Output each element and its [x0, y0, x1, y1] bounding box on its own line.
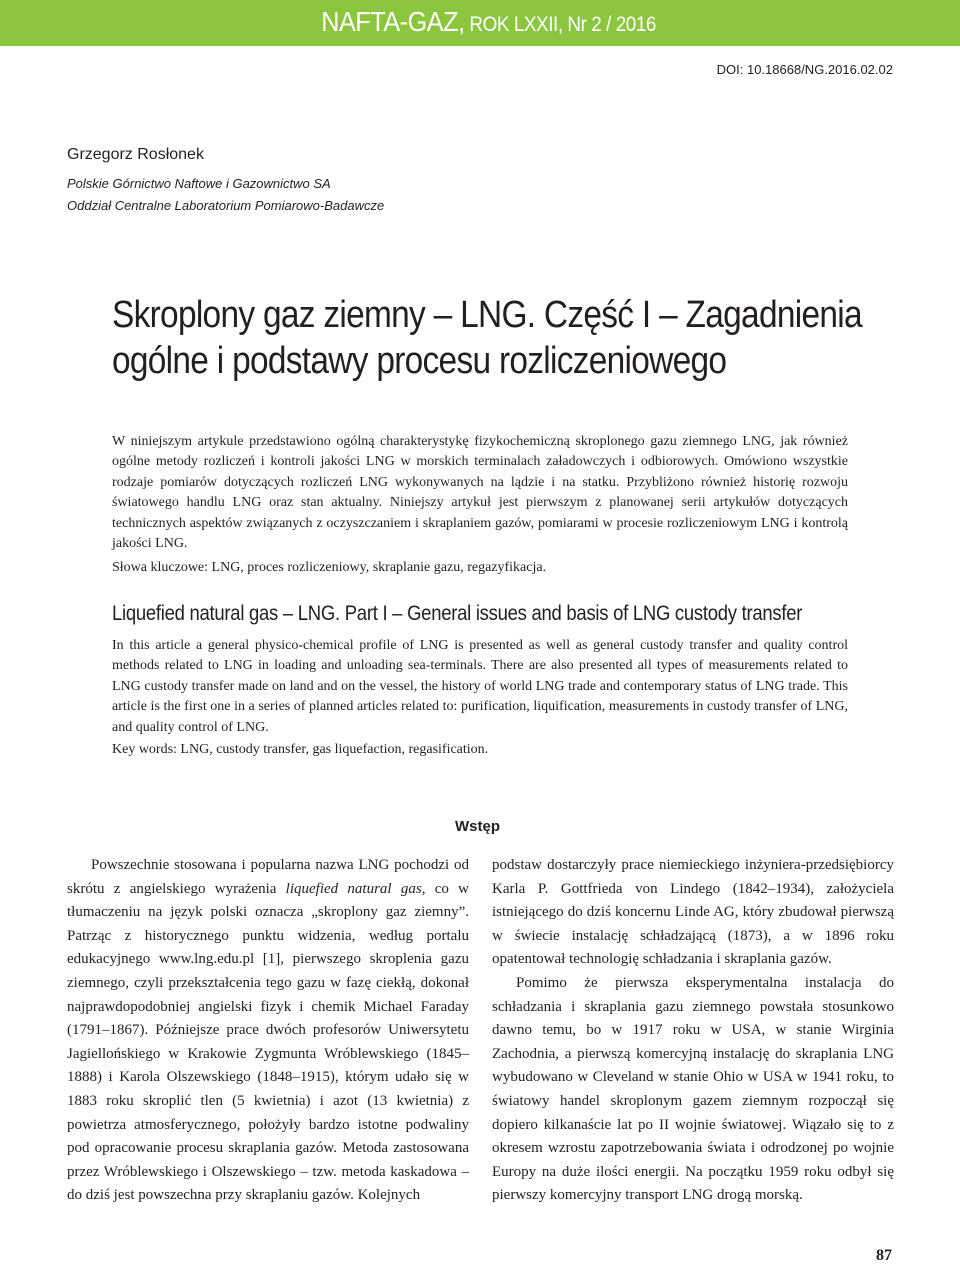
journal-header-bar	[0, 0, 960, 46]
body-text: Powszechnie stosowana i popularna nazwa LNG pochodzi od skrótu z angielskiego wyrażenia	[67, 857, 469, 897]
article-title-pl-line-1: Skroplony gaz ziemny – LNG. Część I – Zagadnienia	[112, 294, 862, 336]
abstract-en: In this article a general physico-chemical profile of LNG is presented as well as general custody transfer and quality control methods related to LNG in loading and unloading sea-terminals. There are also presented all types of measurements related to LNG custody transfer made on land and on the vessel, the history of world LNG trade and contemporary status of LNG trade. This article is the first one in a series of planned articles related to: purification, liquification, measurements in custody transfer of LNG, and quality control of LNG.	[112, 638, 848, 735]
section-heading-introduction: Wstęp	[455, 818, 500, 835]
body-paragraph: podstaw dostarczyły prace niemieckiego inżyniera-przedsiębiorcy Karla P. Gottfrieda von Lindego (1842–1934), założyciela istniejącego do dziś koncernu Linde AG, który zbudował pierwszą w świecie instalację schładzającą (1873), a w 1896 roku opatentował technologię schładzania i skraplania gazów.	[492, 857, 894, 968]
abstract-pl: W niniejszym artykule przedstawiono ogólną charakterystykę fizykochemiczną skroplonego gazu ziemnego LNG, jak również ogólne metody rozliczeń i kontroli jakości LNG w morskich terminalach załadowczych i odbiorowych. Omówiono wszystkie rodzaje pomiarów dotyczących rozliczeń LNG wykonywanych na lądzie i na statku. Przybliżono również historię rozwoju światowego handlu LNG oraz stan aktualny. Niniejszy artykuł jest pierwszym z planowanej serii artykułów dotyczących technicznych aspektów związanych z oczyszczaniem i skraplaniem gazów, pomiarami w procesie rozliczeniowym LNG i kontrolą jakości LNG.	[112, 434, 848, 552]
keywords-pl: Słowa kluczowe: LNG, proces rozliczeniowy, skraplanie gazu, regazyfikacja.	[112, 560, 547, 575]
author-name: Grzegorz Rosłonek	[67, 146, 204, 163]
body-text: , co w tłumaczeniu na język polski oznacza „skroplony gaz ziemny”. Patrząc z historycznego punktu widzenia, według portalu edukacyjnego www.lng.edu.pl [1], pierwszego skroplenia gazu ziemnego, czyli przekształcenia tego gazu w fazę ciekłą, dokonał najprawdopodobniej angielski fizyk i chemik Michael Faraday (1791–1867). Późniejsze prace dwóch profesorów Uniwersytetu Jagiellońskiego w Krakowie Zygmunta Wróblewskiego (1845–1888) i Karola Olszewskiego (1848–1915), którym udało się w 1883 roku skroplić tlen (5 kwietnia) i azot (13 kwietnia) z powietrza atmosferycznego, położyły bardzo istotne podwaliny pod opracowanie procesu skraplania gazów. Metoda zastosowana przez Wróblewskiego i Olszewskiego – tzw. metoda kaskadowa – do dziś jest powszechna przy skraplaniu gazów. Kolejnych	[67, 880, 469, 1204]
author-affiliation-company: Polskie Górnictwo Naftowe i Gazownictwo SA	[67, 176, 331, 191]
article-title-pl	[112, 292, 869, 384]
doi: DOI: 10.18668/NG.2016.02.02	[716, 62, 893, 77]
body-paragraph: Pomimo że pierwsza eksperymentalna instalacja do schładzania i skraplania gazu ziemnego powstała stosunkowo dawno temu, bo w 1917 roku w USA, w stanie Wirginia Zachodnia, a pierwszą komercyjną instalację do skraplania LNG wybudowano w Cleveland w stanie Ohio w USA w 1941 roku, to światowy handel skroplonym gazem ziemnym rozpoczął się dopiero kilkanaście lat po II wojnie światowej. Wiązało się to z okresem wzrostu zapotrzebowania świata i odrodzonej po wojnie Europy na duże ilości energii. Na początku 1959 roku odbył się pierwszy komercyjny transport LNG drogą morską.	[492, 974, 894, 1204]
journal-issue: ROK LXXII, Nr 2 / 2016	[464, 13, 656, 36]
author-affiliation-department: Oddział Centralne Laboratorium Pomiarowo-Badawcze	[67, 198, 385, 213]
journal-title	[321, 6, 656, 38]
body-text-italic: liquefied natural gas	[285, 880, 422, 897]
article-title-en: Liquefied natural gas – LNG. Part I – General issues and basis of LNG custody transfer	[112, 602, 803, 625]
body-column-right	[492, 854, 894, 1208]
journal-name: NAFTA-GAZ,	[321, 6, 465, 37]
page-number: 87	[876, 1247, 892, 1264]
body-paragraph	[67, 854, 469, 1208]
keywords-en: Key words: LNG, custody transfer, gas liquefaction, regasification.	[112, 742, 489, 757]
article-title-pl-line-2: ogólne i podstawy procesu rozliczeniowego	[112, 340, 727, 382]
body-column-left	[67, 854, 469, 1208]
